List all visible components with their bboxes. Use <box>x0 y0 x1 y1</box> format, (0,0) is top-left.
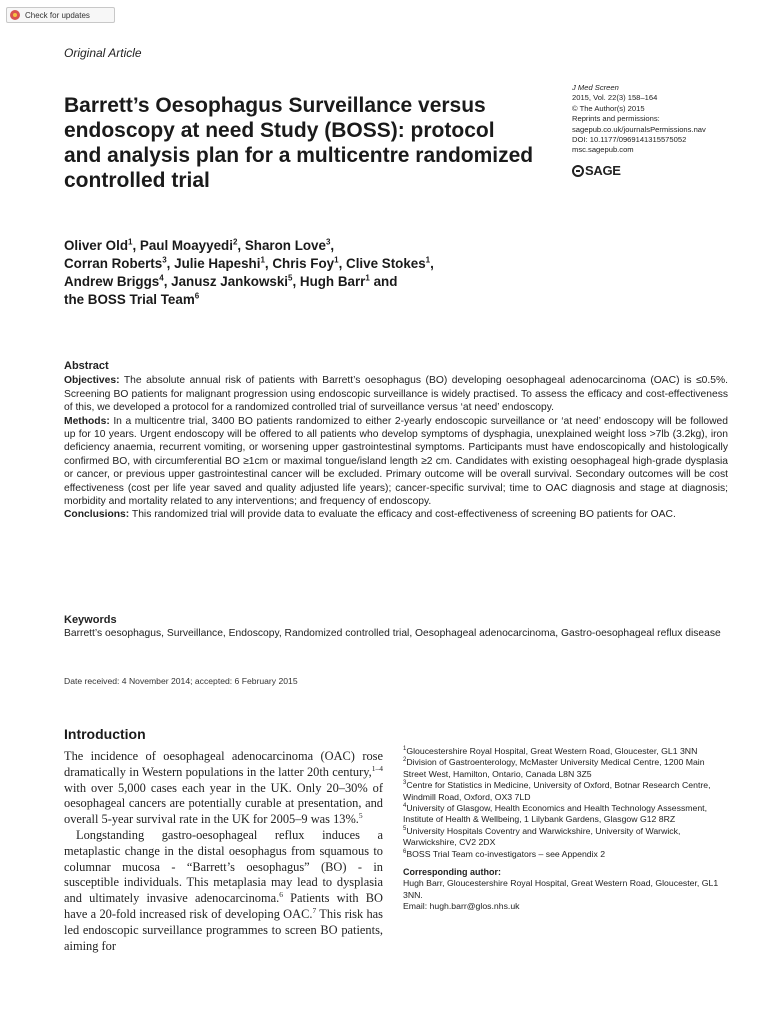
introduction-paragraph-1 <box>64 749 383 828</box>
author-affiliation-mark: 4 <box>159 273 164 283</box>
author-affiliation-mark: 2 <box>232 237 238 247</box>
check-for-updates-label: Check for updates <box>25 10 90 20</box>
conclusions-label: Conclusions: <box>64 509 130 521</box>
intro-p2-text-b: Patients with BO have a 20-fold increased risk of developing OAC. <box>64 891 383 921</box>
affiliation-item <box>403 757 723 780</box>
journal-doi[interactable]: DOI: 10.1177/0969141315575052 <box>572 135 687 145</box>
journal-info <box>572 83 762 156</box>
journal-copyright: © The Author(s) 2015 <box>572 103 645 113</box>
author-affiliation-mark: 1 <box>128 237 133 247</box>
author-affiliation-mark: 1 <box>365 273 370 283</box>
author-name: Janusz Jankowski <box>171 274 288 289</box>
author-affiliation-mark: 6 <box>194 291 200 301</box>
citation-ref[interactable]: 7 <box>312 905 317 915</box>
introduction-heading: Introduction <box>64 726 146 742</box>
author-affiliation-mark: 1 <box>334 255 339 265</box>
intro-p2-text-a: Longstanding gastro-oesophageal reflux induces a metaplastic change in the distal oesophagus from squamous to columnar mucosa - “Barrett’s oesophagus” (BO) - in susceptible individuals. This metaplasia may lead to dysplasia and ultimately invasive adenocarcinoma. <box>64 827 383 906</box>
check-for-updates-badge[interactable] <box>6 7 115 23</box>
journal-volume: 2015, Vol. 22(3) 158–164 <box>572 93 658 103</box>
affiliation-item <box>403 746 723 757</box>
keywords-text: Barrett’s oesophagus, Surveillance, Endoscopy, Randomized controlled trial, Oesophageal adenocarcinoma, Gastro-oesophageal reflux disease <box>64 628 721 640</box>
corresponding-author-email[interactable]: Email: hugh.barr@glos.nhs.uk <box>403 901 520 912</box>
affiliation-item <box>403 826 723 849</box>
journal-permissions-link[interactable]: sagepub.co.uk/journalsPermissions.nav <box>572 124 706 134</box>
author-name: Sharon Love <box>244 238 326 253</box>
affiliation-item <box>403 849 723 860</box>
received-dates: Date received: 4 November 2014; accepted: 6 February 2015 <box>64 676 298 686</box>
objectives-label: Objectives: <box>64 375 120 387</box>
article-type: Original Article <box>64 46 142 60</box>
affiliation-number: 5 <box>403 825 407 832</box>
journal-reprints: Reprints and permissions: <box>572 114 660 124</box>
abstract-conclusions <box>64 508 728 521</box>
paper-title: Barrett’s Oesophagus Surveillance versus endoscopy at need Study (BOSS): protocol and analysis plan for a multicentre randomized controlled trial <box>64 94 534 192</box>
citation-ref[interactable]: 5 <box>358 811 363 821</box>
author-name: Andrew Briggs <box>64 274 160 289</box>
author-affiliation-mark: 1 <box>260 255 265 265</box>
affiliation-item <box>403 803 723 826</box>
intro-p1-text-b: with over 5,000 cases each year in the UK. Only 20–30% of oesophageal cancers are potentially curable at presentation, and overall 5-year survival rate in the UK for 2005–9 was 13%. <box>64 780 383 827</box>
author-affiliation-mark: 3 <box>325 237 331 247</box>
affiliation-number: 2 <box>403 757 407 764</box>
corresponding-author-heading: Corresponding author: <box>403 867 501 878</box>
abstract <box>64 360 728 522</box>
author-affiliation-mark: 1 <box>425 255 431 265</box>
intro-p2-text-c: This risk has led endoscopic surveillance programmes to screen BO patients, aiming for <box>64 906 383 953</box>
affiliation-item <box>403 780 723 803</box>
keywords <box>64 614 728 641</box>
introduction-paragraph-2 <box>64 828 383 954</box>
affiliation-number: 1 <box>403 746 407 753</box>
author-name: Corran Roberts <box>64 256 163 271</box>
objectives-text: The absolute annual risk of patients with Barrett’s oesophagus (BO) developing oesophageal adenocarcinoma (OAC) is ≤0.5%. Screening BO patients for malignant progression using endoscopic surveillance is widely practised. To assess the efficacy and cost-effectiveness of this, we developed a protocol for a randomized controlled trial of surveillance versus ‘at need’ endoscopy. <box>64 375 728 414</box>
author-affiliation-mark: 3 <box>162 255 167 265</box>
affiliation-number: 6 <box>403 848 407 855</box>
citation-ref[interactable]: 1–4 <box>371 763 383 773</box>
corresponding-author-address: Hugh Barr, Gloucestershire Royal Hospital, Great Western Road, Gloucester, GL1 3NN. <box>403 878 719 900</box>
affiliation-text: Gloucestershire Royal Hospital, Great Western Road, Gloucester, GL1 3NN <box>406 746 698 756</box>
affiliation-text: Division of Gastroenterology, McMaster University Medical Centre, 1200 Main Street West, Hamilton, Ontario, Canada L8N 3Z5 <box>403 757 705 779</box>
affiliation-text: University Hospitals Coventry and Warwickshire, University of Warwick, Warwickshire, CV2 2DX <box>403 825 681 848</box>
sage-logo-icon <box>572 165 584 177</box>
author-affiliation-mark: 5 <box>288 273 293 283</box>
author-name: Clive Stokes <box>346 256 426 271</box>
abstract-heading: Abstract <box>64 360 109 372</box>
affiliation-text: University of Glasgow, Health Economics and Health Technology Assessment, Institute of Health & Wellbeing, 1 Lilybank Gardens, Glasgow G12 8RZ <box>403 803 708 825</box>
intro-p1-text-a: The incidence of oesophageal adenocarcinoma (OAC) rose dramatically in Western populations in the latter 20th century, <box>64 749 383 779</box>
author-list: Oliver Old$^1$, Paul Moayyedi$^2$, Sharon Love$^3$, Corran Roberts$^3$, Julie Hapeshi$^1$, Chris Foy$^1$, Clive Stokes$^1$, Andrew Briggs$^4$, Janusz Jankowski$^5$, Hugh Barr$^1$ and the BOSS Trial Team$^6$ <box>64 237 434 307</box>
author-join: and <box>373 274 398 289</box>
conclusions-text: This randomized trial will provide data to evaluate the efficacy and cost-effectiveness of screening BO patients for OAC. <box>131 509 676 521</box>
journal-site-link[interactable]: msc.sagepub.com <box>572 145 634 155</box>
methods-text: In a multicentre trial, 3400 BO patients randomized to either 2-yearly endoscopic surveillance or ‘at need’ endoscopy will be followed up for 10 years. Urgent endoscopy will be offered to all patients who develop symptoms of dysphagia, unexplained weight loss >7lb (3.2kg), iron deficiency anaemia, recurrent vomiting, or worsening upper gastrointestinal symptoms. Participants must have endoscopically and histologically confirmed BO, with circumferential BO ≥1cm or maximal tongue/island length ≥2 cm. Candidates with existing oesophageal high-grade dysplasia or cancer, or previous upper gastrointestinal cancer will be excluded. Primary outcome will be overall survival. Secondary outcomes will be cost effectiveness (cost per life year saved and quality adjusted life years); cancer-specific survival; time to OAC diagnosis and stage at diagnosis; morbidity and mortality related to any interventions; and frequency of endoscopy. <box>64 415 728 508</box>
journal-name: J Med Screen <box>572 83 619 92</box>
author-name: Julie Hapeshi <box>174 256 261 271</box>
citation-ref[interactable]: 6 <box>279 890 283 900</box>
corresponding-author <box>403 867 723 913</box>
abstract-objectives <box>64 374 728 414</box>
methods-label: Methods: <box>64 415 110 427</box>
affiliation-number: 3 <box>403 780 407 787</box>
author-name: the BOSS Trial Team <box>64 292 195 307</box>
author-name: Chris Foy <box>272 256 335 271</box>
crossmark-icon <box>10 10 20 20</box>
author-name: Paul Moayyedi <box>139 238 233 253</box>
affiliation-text: BOSS Trial Team co-investigators – see Appendix 2 <box>406 848 606 859</box>
affiliation-number: 4 <box>403 803 407 810</box>
affiliation-text: Centre for Statistics in Medicine, University of Oxford, Botnar Research Centre, Windmill Road, Oxford, OX3 7LD <box>403 780 711 802</box>
introduction-body <box>64 749 383 954</box>
author-name: Oliver Old <box>64 238 128 253</box>
abstract-methods <box>64 415 728 509</box>
keywords-heading: Keywords <box>64 614 117 626</box>
publisher-name: SAGE <box>585 163 621 178</box>
affiliation-list <box>403 746 723 860</box>
author-name: Hugh Barr <box>299 274 366 289</box>
affiliations-footnote <box>403 746 723 913</box>
publisher-logo <box>572 163 621 178</box>
